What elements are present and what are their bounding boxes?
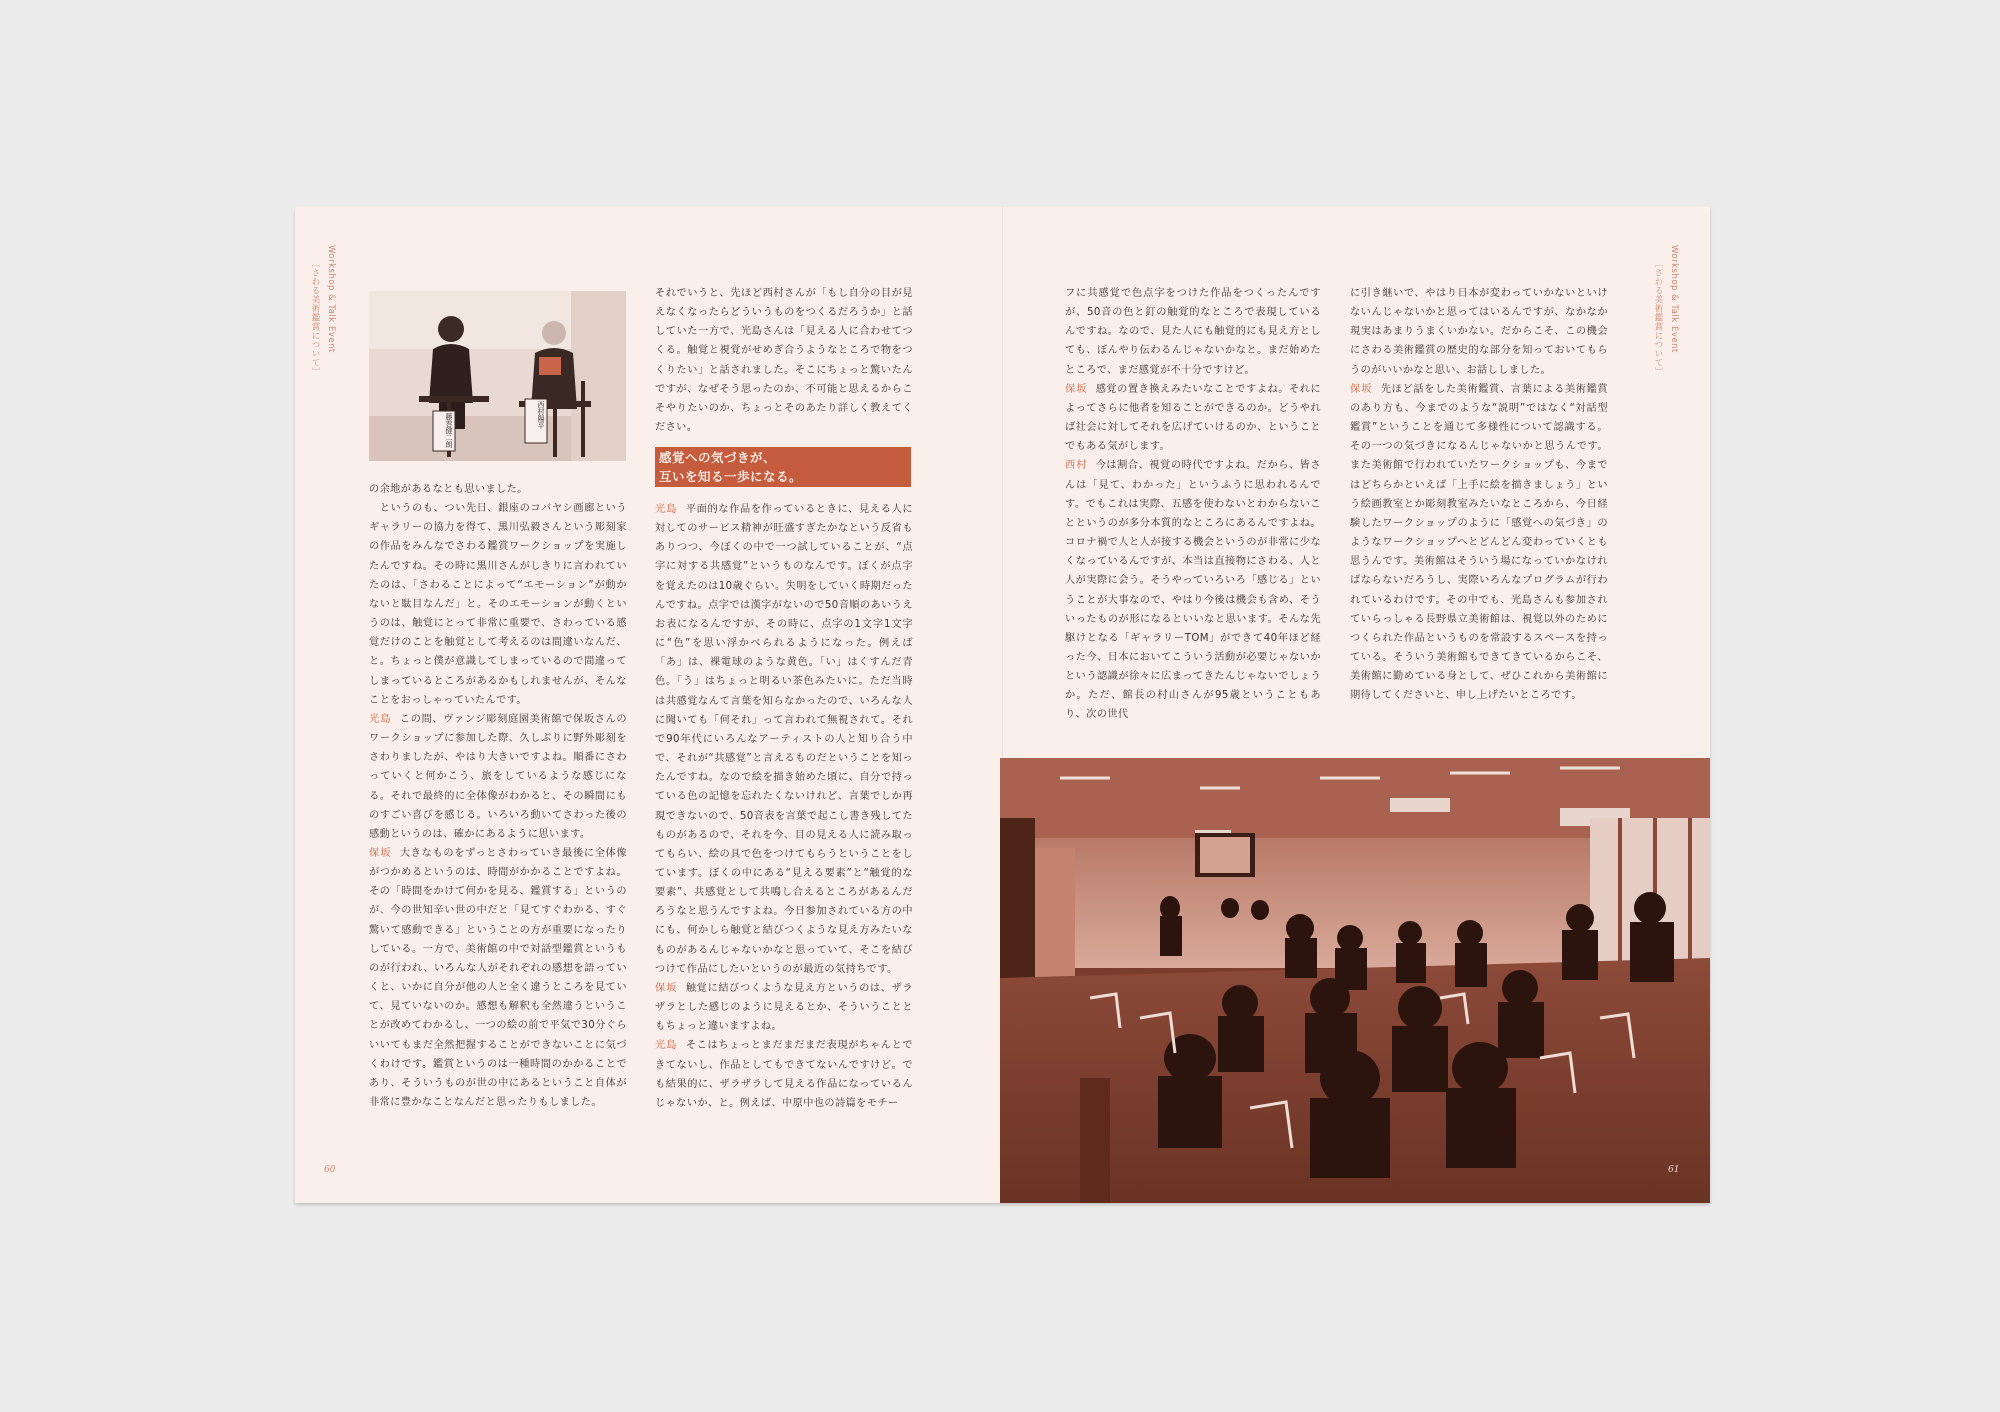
speaker-name: 保坂 xyxy=(1065,383,1088,395)
paragraph-text: この間、ヴァンジ彫刻庭園美術館で保坂さんのワークショップに参加した際、久しぶりに野外彫刻をさわりましたが、やはり大きいですよね。順番にさわっていくと何かこう、旅をしているような感じになる。それで最終的に全体像がわかると、その瞬間にものすごい喜びを感じる。いろいろ動いてさわった後の感動というのは、確かにあるように思います。 xyxy=(369,713,627,840)
paragraph-text: に引き継いで、やはり日本が変わっていかないといけないんじゃないかと思ってはいるんですが、なかなか現実はあまりうまくいかない。だからこそ、この機会にさわる美術鑑賞の歴史的な部分を知っておいてもらうのがいいかなと思い、お話ししました。 xyxy=(1350,288,1608,376)
heading-line-1: 感覚への気づきが、 xyxy=(659,450,777,465)
left-sidebar-label xyxy=(310,245,339,376)
speakers-photo xyxy=(369,291,626,461)
paragraph xyxy=(655,1036,913,1113)
paragraph xyxy=(655,284,913,437)
section-heading xyxy=(655,447,911,487)
page-number-left: 60 xyxy=(324,1165,336,1175)
paragraph xyxy=(1350,284,1608,380)
paragraph xyxy=(369,480,627,499)
paragraph xyxy=(1065,284,1321,380)
left-event-label: Workshop & Talk Event xyxy=(326,245,336,353)
speaker-name: 西村 xyxy=(1065,460,1088,472)
paragraph xyxy=(1065,380,1321,457)
paragraph-text: それでいうと、先ほど西村さんが「もし自分の目が見えなくなったらどういうものをつくるだろうか」と話していた一方で、光島さんは「見える人に合わせてつくる。触覚と視覚がせめぎ合うようなところで物をつくりたい」と話されました。そこにちょっと驚いたんですが、なぜそう思ったのか、不可能と思えるからこそやりたいのか、ちょっとそのあたり詳しく教えてください。 xyxy=(655,288,913,434)
right-sidebar-label xyxy=(1653,245,1682,376)
paragraph-text: というのも、つい先日、銀座のコバヤシ画廊というギャラリーの協力を得て、黒川弘毅さんという彫刻家の作品をみんなでさわる鑑賞ワークショップを実施したんですね。その時に黒川さんがしきりに言われていたのは、「さわることによって“エモーション”が動かないと駄目なんだ」と。そのエモーションが動くというのは、触覚にとって非常に重要で、さわっている感覚だけのことを触覚として考えるのは間違いなんだ、と。ちょっと僕が意識してしまっているので間違ってしまっているところがあるかもしれませんが、そんなことをおっしゃっていたんです。 xyxy=(369,503,627,706)
text-column-3 xyxy=(1065,284,1321,725)
page-number-right: 61 xyxy=(1668,1165,1680,1175)
paragraph xyxy=(369,710,627,844)
paragraph xyxy=(1065,456,1321,724)
speaker-name: 光島 xyxy=(369,713,392,725)
paragraph-text: 先ほど話をした美術鑑賞、言葉による美術鑑賞のあり方も、今までのような“説明”ではなく“対話型鑑賞”ということを通じて多様性について認識する。その一つの気づきになるんじゃないかと思うんです。また美術館で行われていたワークショップも、今まではどちらかといえば「上手に絵を描きましょう」という絵画教室とか彫刻教室みたいなところから、今日経験したワークショップのように「感覚への気づき」のようなワークショップへとどんどん変わっていくとも思うんです。美術館はそういう場になっていかなければならないだろうし、実際いろんなプログラムが行われているわけです。その中でも、光島さんも参加されていらっしゃる長野県立美術館は、視覚以外のためにつくられた作品というものを常設するスペースを持っている。そういう美術館もできてきているからこそ、美術館に勤めている身として、ぜひこれから美術館に期待してくださいと、申し上げたいところです。 xyxy=(1350,383,1608,702)
text-column-1 xyxy=(369,480,627,1112)
left-title-label: ［さわる美術鑑賞について］ xyxy=(310,259,320,376)
paragraph-text: 今は割合、視覚の時代ですよね。だから、皆さんは「見て、わかった」というふうに思われるんです。でもこれは実際、五感を使わないとわからないことというのが多分本質的なところにあるんですよね。コロナ禍で人と人が接する機会というのが非常に少なくなっているんですが、本当は直接物にさわる、人と人が実際に会う。そうやっていろいろ「感じる」ということが大事なので、やはり今後は機会も含め、そういったものが形になるといいなと思います。そんな先駆けとなる「ギャラリーTOM」ができて40年ほど経った今、日本においてこういう活動が必要じゃないかという認識が徐々に広まってきたんじゃないでしょうか。ただ、館長の村山さんが95歳ということもあり、次の世代 xyxy=(1065,460,1322,721)
speaker-name: 光島 xyxy=(655,1040,678,1052)
paragraph xyxy=(369,844,627,1112)
paragraph xyxy=(1350,380,1608,706)
speaker-name: 保坂 xyxy=(1350,383,1373,395)
nameplate-left: 藤巻健二朗 xyxy=(445,413,453,448)
paragraph-text: 感覚の置き換えみたいなことですよね。それによってさらに他者を知ることができるのか。どうやれば社会に対してそれを広げていけるのか、ということでもある気がします。 xyxy=(1065,383,1322,453)
speaker-name: 光島 xyxy=(655,504,678,515)
paragraph xyxy=(655,979,913,1036)
paragraph-text: の余地があるなとも思いました。 xyxy=(369,484,528,495)
heading-line-2: 互いを知る一歩になる。 xyxy=(659,469,803,484)
right-event-label: Workshop & Talk Event xyxy=(1669,245,1679,353)
paragraph-text: フに共感覚で色点字をつけた作品をつくったんですが、50音の色と釘の触覚的なところで表現しているんですね。なので、見た人にも触覚的にも見え方としても、ぼんやり伝わるんじゃないかなと。まだ始めたところで、まだ感覚が不十分ですけど。 xyxy=(1065,288,1321,376)
paragraph xyxy=(655,500,913,979)
magazine-spread xyxy=(295,207,1710,1203)
text-column-2-bottom xyxy=(655,500,913,1113)
paragraph-text: そこはちょっとまだまだまだ表現がちゃんとできてないし、作品としてもできてないんですけど。でも結果的に、ザラザラして見える作品になっているんじゃないか、と。例えば、中原中也の詩篇をモチー xyxy=(655,1040,913,1109)
text-column-4 xyxy=(1350,284,1608,705)
paragraph-text: 平面的な作品を作っているときに、見える人に対してのサービス精神が旺盛すぎたかなという反省もありつつ、今ぼくの中で一つ試していることが、“点字に対する共感覚”というものなんです。ぼくが点字を覚えたのは10歳ぐらい。失明をしていく時期だったんですね。点字では漢字がないので50音順のあいうえお表になるんですが、その時に、点字の1文字1文字に“色”を思い浮かべられるようになった。例えば「あ」は、裸電球のような黄色。「い」はくすんだ青色。「う」はちょっと明るい茶色みたいに。ただ当時は共感覚なんて言葉を知らなかったので、いろんな人に聞いても「何それ」って言われて無視されて。それで90年代にいろんなアーティストの人と知り合う中で、それが“共感覚”と言えるものだということを知ったんですね。なので絵を描き始めた頃に、自分で持っている色の記憶を忘れたくないけれど、言葉でしか再現できないので、50音表を言葉で起こし書き残してたものがあるので、それを今、目の見える人に読み取ってもらい、絵の具で色をつけてもらうということをしています。ぼくの中にある“見える要素”と“触覚的な要素”、共感覚として共鳴し合えるところがあるんだろうなと思うんですよね。今日参加されている方の中にも、何かしら触覚と結びつくような見え方みたいなものがあるんじゃないかなと思っていて、そこを結びつけて作品にしたいというのが最近の気持ちです。 xyxy=(655,504,913,975)
text-column-2-top xyxy=(655,284,913,437)
paragraph xyxy=(369,499,627,710)
speaker-name: 保坂 xyxy=(655,982,678,994)
paragraph-text: 大きなものをずっとさわっていき最後に全体像がつかめるというのは、時間がかかることですよね。その「時間をかけて何かを見る、鑑賞する」というのが、今の世知辛い世の中だと「見てすぐわかる、すぐ驚いて感動できる」ということの方が重要になったりしている。一方で、美術館の中で対話型鑑賞というものが行われ、いろんな人がそれぞれの感想を語っていくと、いかに自分が他の人と全く違うところを見ていて、見ていないのか。感想も解釈も全然違うということが改めてわかるし、一つの絵の前で平気で30分ぐらいいてもまだ全然把握することができないことに気づくわけです。鑑賞というのは一種時間のかかることであり、そういうものが世の中にあるということ自体が非常に豊かなことなんだと思ったりもしました。 xyxy=(369,847,627,1108)
right-title-label: ［さわる美術鑑賞について］ xyxy=(1653,259,1663,376)
nameplate-right: 西村陽平 xyxy=(537,401,545,429)
speaker-name: 保坂 xyxy=(369,847,392,859)
paragraph-text: 触覚に結びつくような見え方というのは、ザラザラとした感じのように見えるとか、そういうことともちょっと違いますよね。 xyxy=(655,982,913,1033)
workshop-photo xyxy=(1000,758,1710,1203)
